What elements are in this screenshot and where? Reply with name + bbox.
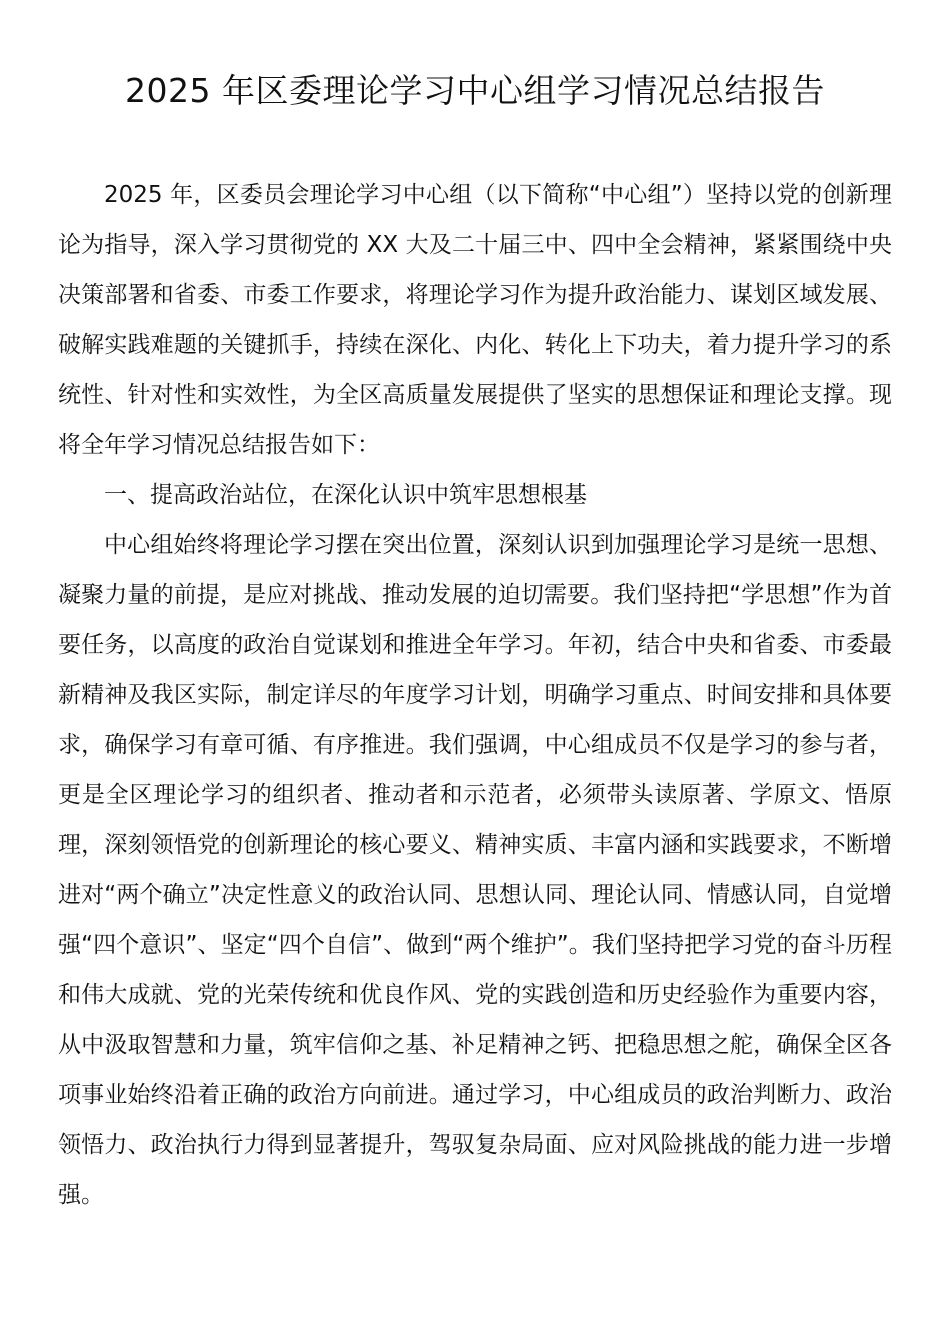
document-title: 2025 年区委理论学习中心组学习情况总结报告 [125,71,825,110]
section-1-paragraph: 中心组始终将理论学习摆在突出位置，深刻认识到加强理论学习是统一思想、凝聚力量的前提，是应对挑战、推动发展的迫切需要。我们坚持把“学思想”作为首要任务，以高度的政治自觉谋划和推进全年学习。年初，结合中央和省委、市委最新精神及我区实际，制定详尽的年度学习计划，明确学习重点、时间安排和具体要求，确保学习有章可循、有序推进。我们强调，中心组成员不仅是学习的参与者，更是全区理论学习的组织者、推动者和示范者，必须带头读原著、学原文、悟原理，深刻领悟党的创新理论的核心要义、精神实质、丰富内涵和实践要求，不断增进对“两个确立”决定性意义的政治认同、思想认同、理论认同、情感认同，自觉增强“四个意识”、坚定“四个自信”、做到“两个维护”。我们坚持把学习党的奋斗历程和伟大成就、党的光荣传统和优良作风、党的实践创造和历史经验作为重要内容，从中汲取智慧和力量，筑牢信仰之基、补足精神之钙、把稳思想之舵，确保全区各项事业始终沿着正确的政治方向前进。通过学习，中心组成员的政治判断力、政治领悟力、政治执行力得到显著提升，驾驭复杂局面、应对风险挑战的能力进一步增强。 [58,532,892,1208]
section-heading-1: 一、提高政治站位，在深化认识中筑牢思想根基 [104,482,587,508]
document-body [58,170,892,1220]
intro-paragraph: 2025 年，区委员会理论学习中心组（以下简称“中心组”）坚持以党的创新理论为指导，深入学习贯彻党的 XX 大及二十届三中、四中全会精神，紧紧围绕中央决策部署和省委、市委工作要求，将理论学习作为提升政治能力、谋划区域发展、破解实践难题的关键抓手，持续在深化、内化、转化上下功夫，着力提升学习的系统性、针对性和实效性，为全区高质量发展提供了坚实的思想保证和理论支撑。现将全年学习情况总结报告如下： [58,182,892,458]
